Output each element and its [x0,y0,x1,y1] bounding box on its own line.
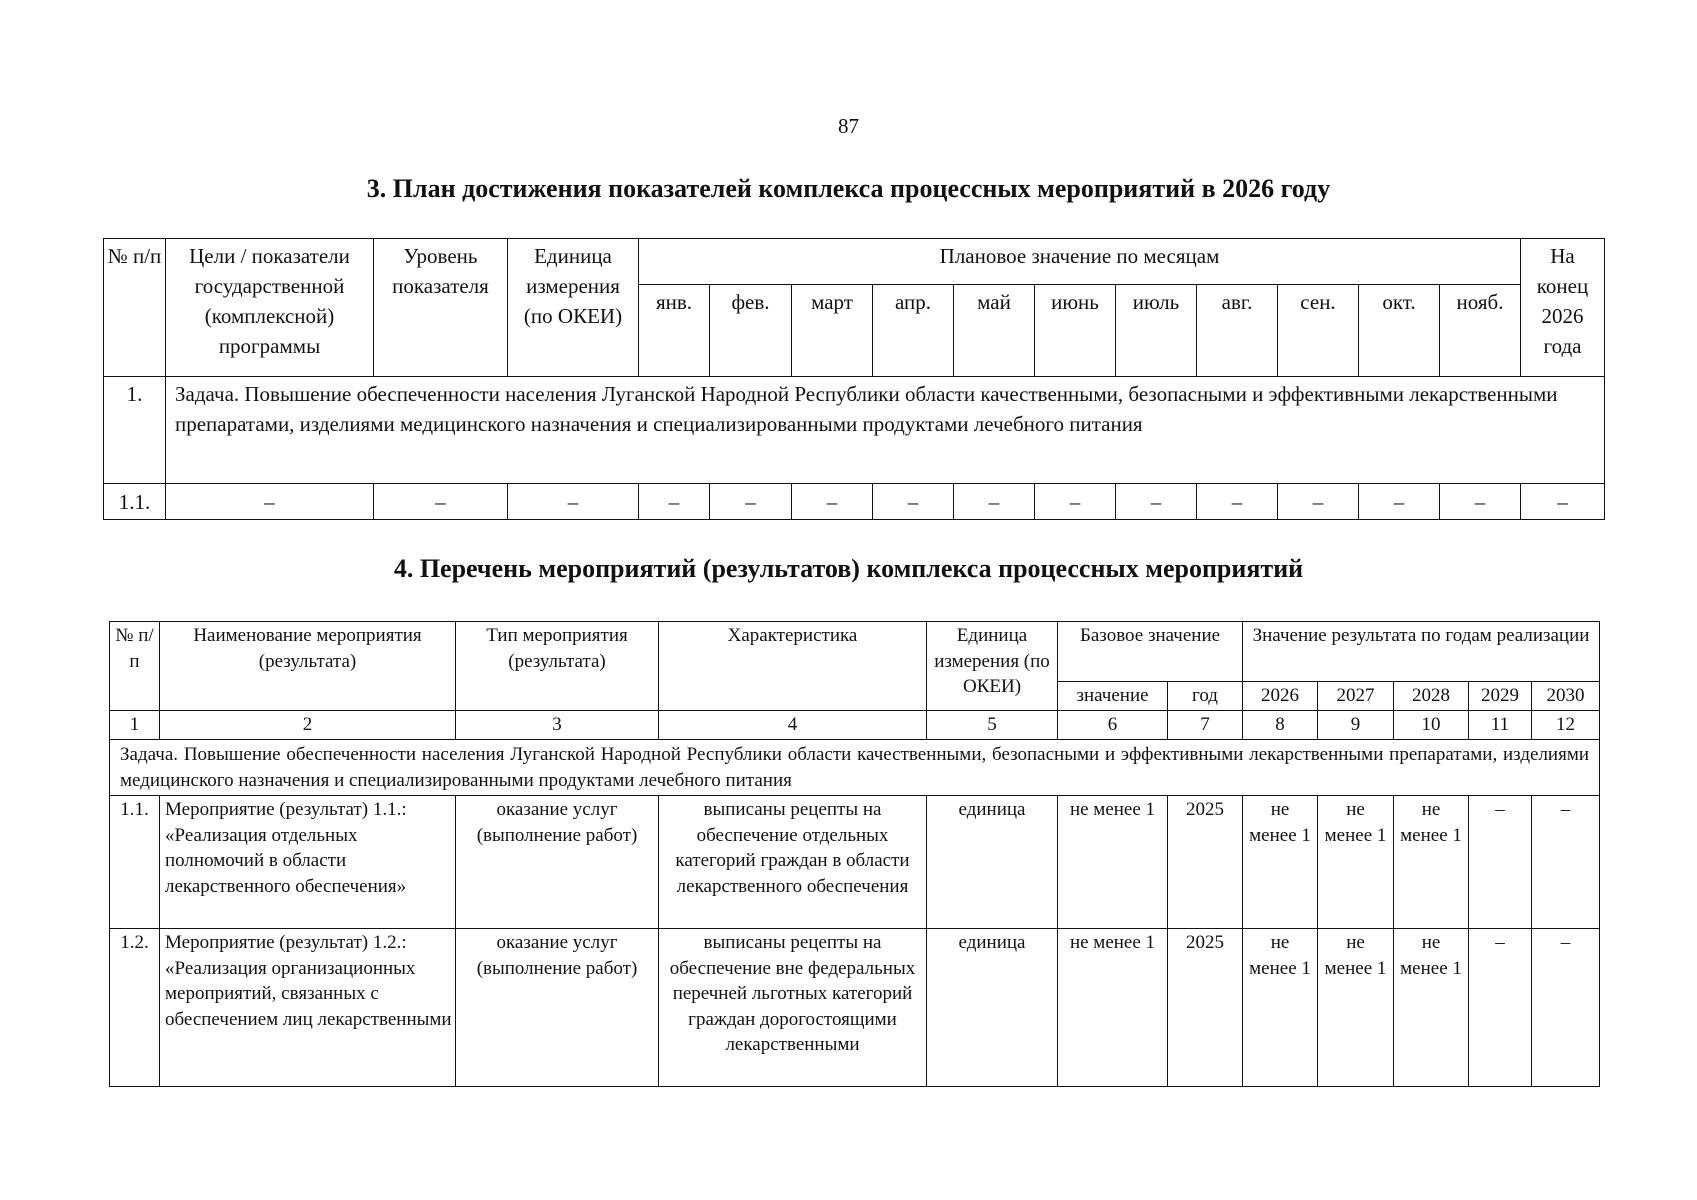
column-number: 3 [456,711,659,740]
month-header: сен. [1278,285,1359,377]
header-num: № п/п [104,239,166,377]
activity-unit: единица [927,929,1058,1087]
value-2027: не менее 1 [1318,796,1394,929]
table-cell: – [374,484,508,520]
month-header: июнь [1035,285,1116,377]
month-header: июль [1116,285,1197,377]
month-header: окт. [1359,285,1440,377]
year-header: 2030 [1532,682,1600,711]
header-base-value: Базовое значение [1058,622,1243,682]
year-header: 2026 [1243,682,1318,711]
table-cell: – [1278,484,1359,520]
column-number: 6 [1058,711,1168,740]
activity-characteristic: выписаны рецепты на обеспечение вне федеральных перечней льготных категорий граждан дорогостоящими лекарственными [659,929,927,1087]
activities-list-table [109,621,1600,1087]
row-number: 1.1. [104,484,166,520]
activity-type: оказание услуг (выполнение работ) [456,929,659,1087]
header-end-of-year: На конец 2026 года [1521,239,1605,377]
header-num: № п/п [110,622,160,711]
table-cell: – [1440,484,1521,520]
month-header: фев. [710,285,792,377]
column-number: 11 [1469,711,1532,740]
column-number: 5 [927,711,1058,740]
table-cell: – [954,484,1035,520]
task-number: 1. [104,377,166,484]
table-cell: – [1197,484,1278,520]
table-cell: – [1116,484,1197,520]
column-number: 1 [110,711,160,740]
indicator-plan-table [103,238,1605,520]
value-2030: – [1532,796,1600,929]
month-header: май [954,285,1035,377]
value-2027: не менее 1 [1318,929,1394,1087]
row-number: 1.2. [110,929,160,1087]
year-header: 2027 [1318,682,1394,711]
month-header: янв. [639,285,710,377]
header-base-value-year: год [1168,682,1243,711]
value-2028: не менее 1 [1394,796,1469,929]
table-cell: – [166,484,374,520]
base-year: 2025 [1168,796,1243,929]
column-number: 4 [659,711,927,740]
section-3-title: 3. План достижения показателей комплекса процессных мероприятий в 2026 году [366,174,1331,203]
month-header: март [792,285,873,377]
activity-unit: единица [927,796,1058,929]
value-2026: не менее 1 [1243,796,1318,929]
table-cell: – [1035,484,1116,520]
value-2029: – [1469,796,1532,929]
header-unit: Единица измерения (по ОКЕИ) [927,622,1058,711]
activity-name: Мероприятие (результат) 1.1.: «Реализация отдельных полномочий в области лекарственного обеспечения» [160,796,456,929]
header-goals: Цели / показатели государственной (комплексной) программы [166,239,374,377]
activity-type: оказание услуг (выполнение работ) [456,796,659,929]
base-year: 2025 [1168,929,1243,1087]
column-number: 8 [1243,711,1318,740]
activity-characteristic: выписаны рецепты на обеспечение отдельных категорий граждан в области лекарственного обеспечения [659,796,927,929]
year-header: 2029 [1469,682,1532,711]
header-unit: Единица измерения (по ОКЕИ) [508,239,639,377]
table-cell: – [1359,484,1440,520]
table-cell: – [710,484,792,520]
page-number: 87 [838,114,859,138]
row-number: 1.1. [110,796,160,929]
activity-name: Мероприятие (результат) 1.2.: «Реализация организационных мероприятий, связанных с обеспечением лиц лекарственными [160,929,456,1087]
table-cell: – [1521,484,1605,520]
column-number: 9 [1318,711,1394,740]
month-header: апр. [873,285,954,377]
table-row [110,796,1600,929]
base-value: не менее 1 [1058,929,1168,1087]
month-header: нояб. [1440,285,1521,377]
header-level: Уровень показателя [374,239,508,377]
value-2026: не менее 1 [1243,929,1318,1087]
task-text: Задача. Повышение обеспеченности населения Луганской Народной Республики области качественными, безопасными и эффективными лекарственными препаратами, изделиями медицинского назначения и специализированными продуктами лечебного питания [110,740,1600,796]
header-characteristic: Характеристика [659,622,927,711]
month-header: авг. [1197,285,1278,377]
table-row [110,929,1600,1087]
column-number: 12 [1532,711,1600,740]
header-planned-by-months: Плановое значение по месяцам [639,239,1521,285]
header-activity-name: Наименование мероприятия (результата) [160,622,456,711]
value-2030: – [1532,929,1600,1087]
column-number: 7 [1168,711,1243,740]
column-number: 2 [160,711,456,740]
base-value: не менее 1 [1058,796,1168,929]
column-number: 10 [1394,711,1469,740]
header-activity-type: Тип мероприятия (результата) [456,622,659,711]
value-2029: – [1469,929,1532,1087]
table-cell: – [873,484,954,520]
task-text: Задача. Повышение обеспеченности населения Луганской Народной Республики области качественными, безопасными и эффективными лекарственными препаратами, изделиями медицинского назначения и специализированными продуктами лечебного питания [166,377,1605,484]
section-4-title: 4. Перечень мероприятий (результатов) комплекса процессных мероприятий [393,554,1304,583]
header-result-by-years: Значение результата по годам реализации [1243,622,1600,682]
value-2028: не менее 1 [1394,929,1469,1087]
table-cell: – [792,484,873,520]
header-base-value-value: значение [1058,682,1168,711]
table-cell: – [639,484,710,520]
year-header: 2028 [1394,682,1469,711]
table-cell: – [508,484,639,520]
